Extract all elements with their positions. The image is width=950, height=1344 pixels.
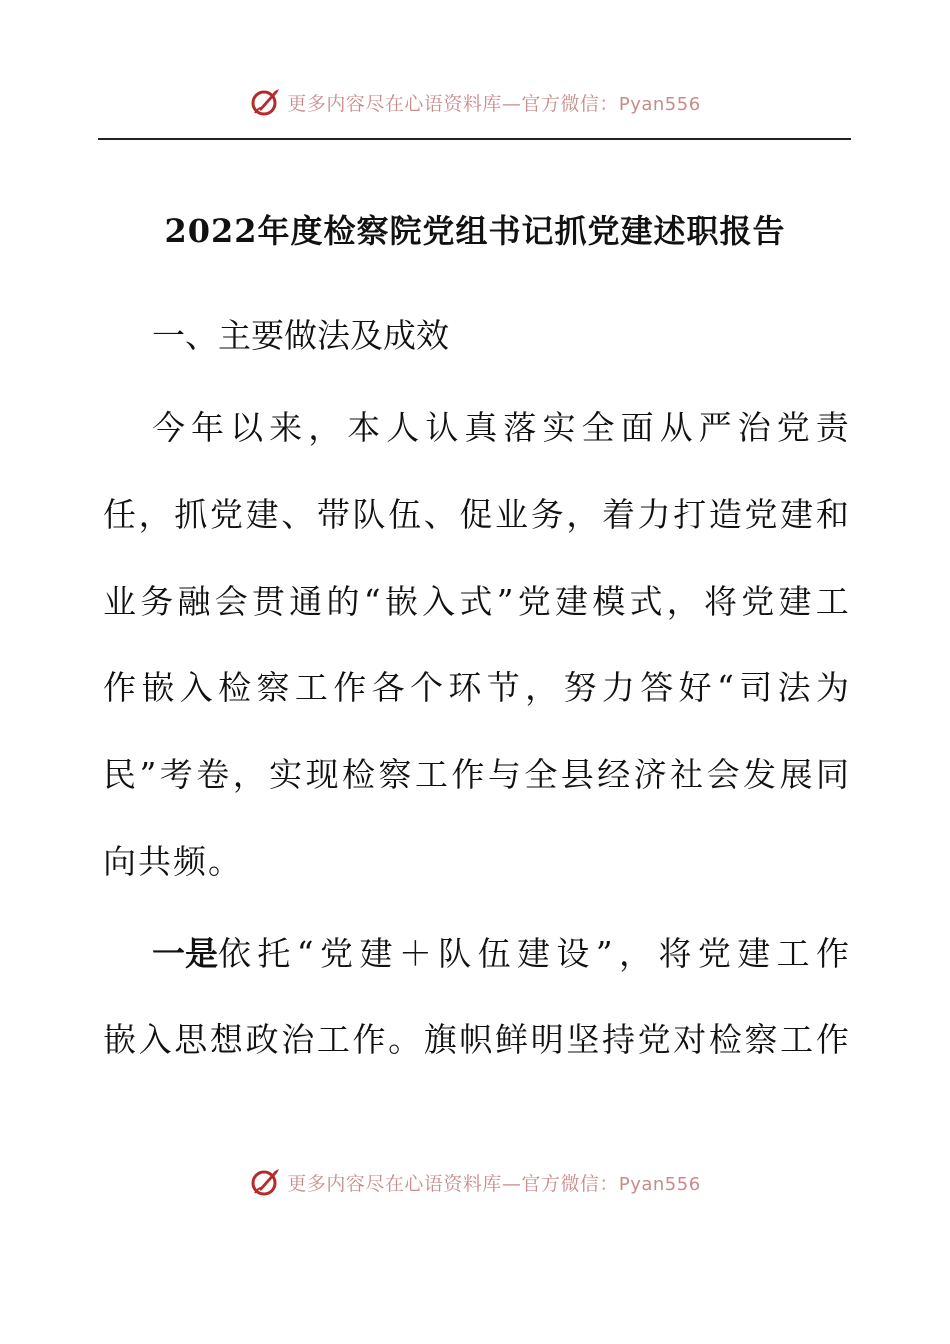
text-glyph: 司: [739, 668, 773, 707]
text-glyph: 伍: [477, 934, 511, 973]
quill-logo-icon: [249, 85, 283, 119]
text-glyph: 与: [487, 755, 521, 794]
text-glyph: 察: [378, 755, 412, 794]
header-banner: [0, 82, 950, 122]
paragraph-line: [103, 668, 849, 708]
text-glyph: 严: [698, 408, 732, 447]
paragraph-line: [103, 582, 849, 622]
text-glyph: 将: [704, 582, 737, 621]
text-glyph: 工: [776, 934, 810, 973]
text-glyph: 县: [560, 755, 594, 794]
text-glyph: 济: [633, 755, 667, 794]
text-glyph: 建: [555, 582, 588, 621]
text-glyph: 工: [294, 668, 328, 707]
text-glyph: 入: [179, 668, 213, 707]
text-glyph: ，: [232, 755, 266, 794]
text-glyph: 认: [425, 408, 459, 447]
text-glyph: 实: [269, 755, 303, 794]
text-glyph: 党: [517, 582, 551, 621]
text-glyph: 造: [708, 495, 742, 534]
text-glyph: 建: [780, 495, 814, 534]
text-glyph: 建: [245, 495, 279, 534]
banner-text: [287, 89, 700, 116]
text-glyph: 、: [281, 495, 315, 534]
text-glyph: 嵌: [141, 668, 175, 707]
text-glyph: 察: [744, 1020, 778, 1059]
text-glyph: 入: [138, 1020, 172, 1059]
text-glyph: ，: [308, 408, 342, 447]
text-glyph: “: [363, 582, 381, 621]
text-glyph: 考: [159, 755, 193, 794]
text-glyph: 责: [815, 408, 849, 447]
text-glyph: 党: [209, 495, 243, 534]
text-glyph: 展: [779, 755, 813, 794]
text-glyph: 答: [640, 668, 674, 707]
text-glyph: 发: [743, 755, 777, 794]
text-glyph: 促: [459, 495, 493, 534]
text-glyph: 业: [495, 495, 529, 534]
text-glyph: 今: [152, 408, 185, 447]
banner-wechat-id: Pyan556: [618, 93, 701, 115]
text-glyph: ”: [139, 755, 157, 794]
text-glyph: 入: [422, 582, 456, 621]
paragraph-lead-strong: 一是: [152, 934, 218, 973]
text-glyph: 好: [678, 668, 712, 707]
text-glyph: 党: [320, 934, 354, 973]
text-glyph: 作: [451, 755, 485, 794]
text-glyph: 从: [659, 408, 693, 447]
text-glyph: 依: [218, 934, 251, 973]
text-glyph: 环: [448, 668, 482, 707]
text-glyph: 队: [438, 934, 472, 973]
text-glyph: 建: [517, 934, 550, 973]
text-glyph: ，: [525, 668, 559, 707]
text-glyph: 卷: [196, 755, 230, 794]
text-glyph: 想: [209, 1020, 243, 1059]
text-glyph: 为: [816, 668, 849, 707]
text-glyph: 各: [371, 668, 405, 707]
text-glyph: 建: [737, 934, 771, 973]
text-glyph: 作: [816, 934, 849, 973]
text-glyph: 检: [708, 1020, 742, 1059]
document-title: 2022年度检察院党组书记抓党建述职报告: [164, 212, 786, 250]
text-glyph: 工: [316, 1020, 350, 1059]
text-glyph: 落: [503, 408, 537, 447]
text-glyph: 旗: [423, 1020, 457, 1059]
text-glyph: 作: [103, 668, 136, 707]
text-glyph: 务: [140, 582, 174, 621]
banner-wechat-id: Pyan556: [618, 1173, 701, 1195]
text-glyph: 打: [673, 495, 707, 534]
text-glyph: ，: [566, 495, 600, 534]
text-glyph: 嵌: [384, 582, 418, 621]
text-glyph: 检: [342, 755, 376, 794]
section-heading: 一、主要做法及成效: [152, 316, 449, 355]
text-glyph: 通: [289, 582, 323, 621]
paragraph-line-rest: [218, 934, 849, 974]
footer-banner: [0, 1162, 950, 1202]
text-glyph: “: [717, 668, 734, 707]
text-glyph: 建: [359, 934, 393, 973]
text-glyph: 对: [673, 1020, 707, 1059]
text-glyph: 努: [563, 668, 597, 707]
text-glyph: 人: [386, 408, 420, 447]
text-glyph: ”: [595, 934, 613, 973]
banner-text-cn: 更多内容尽在心语资料库—官方微信：: [287, 1172, 619, 1195]
text-glyph: 党: [741, 582, 775, 621]
text-glyph: 治: [737, 408, 771, 447]
text-glyph: 力: [637, 495, 671, 534]
text-glyph: 同: [815, 755, 849, 794]
text-glyph: 作: [333, 668, 367, 707]
text-glyph: “: [296, 934, 314, 973]
text-glyph: ”: [496, 582, 514, 621]
text-glyph: 明: [530, 1020, 564, 1059]
quill-logo-icon: [249, 1165, 283, 1199]
text-glyph: 作: [815, 1020, 849, 1059]
banner-text: [287, 1169, 700, 1196]
text-glyph: 帜: [459, 1020, 493, 1059]
text-glyph: ＋: [398, 934, 432, 973]
text-glyph: 真: [464, 408, 498, 447]
paragraph-line: [103, 1020, 849, 1060]
text-glyph: 。: [388, 1020, 422, 1059]
text-glyph: ，: [138, 495, 172, 534]
text-glyph: 抓: [174, 495, 208, 534]
paragraph-line: 向共频。: [103, 842, 243, 881]
text-glyph: 鲜: [495, 1020, 529, 1059]
text-glyph: 式: [629, 582, 663, 621]
text-glyph: 业: [103, 582, 136, 621]
text-glyph: 融: [177, 582, 211, 621]
text-glyph: 任: [103, 495, 136, 534]
text-glyph: 社: [670, 755, 704, 794]
text-glyph: ，: [666, 582, 700, 621]
text-glyph: 民: [103, 755, 136, 794]
text-glyph: 建: [778, 582, 812, 621]
paragraph-line: [152, 408, 849, 448]
text-glyph: 思: [174, 1020, 208, 1059]
text-glyph: 检: [218, 668, 252, 707]
text-glyph: 带: [316, 495, 350, 534]
text-glyph: 本: [347, 408, 381, 447]
text-glyph: 坚: [566, 1020, 600, 1059]
text-glyph: 政: [245, 1020, 279, 1059]
text-glyph: 托: [257, 934, 291, 973]
text-glyph: 力: [601, 668, 635, 707]
header-divider: [98, 138, 851, 140]
text-glyph: 务: [530, 495, 564, 534]
text-glyph: 工: [414, 755, 448, 794]
text-glyph: 持: [601, 1020, 635, 1059]
text-glyph: 面: [620, 408, 654, 447]
text-glyph: 经: [597, 755, 631, 794]
text-glyph: 模: [592, 582, 626, 621]
text-glyph: 工: [815, 582, 849, 621]
paragraph-line: [103, 495, 849, 535]
text-glyph: 队: [352, 495, 386, 534]
text-glyph: 节: [486, 668, 520, 707]
text-glyph: 个: [410, 668, 443, 707]
text-glyph: 和: [815, 495, 849, 534]
text-glyph: 式: [459, 582, 493, 621]
text-glyph: 来: [269, 408, 303, 447]
text-glyph: 着: [601, 495, 635, 534]
text-glyph: 党: [744, 495, 778, 534]
text-glyph: 实: [542, 408, 576, 447]
text-glyph: 年: [191, 408, 225, 447]
text-glyph: 作: [352, 1020, 386, 1059]
text-glyph: 全: [581, 408, 615, 447]
text-glyph: 将: [658, 934, 692, 973]
text-glyph: 党: [697, 934, 731, 973]
text-glyph: 贯: [252, 582, 285, 621]
text-glyph: 会: [706, 755, 740, 794]
text-glyph: 、: [423, 495, 457, 534]
text-glyph: 法: [777, 668, 811, 707]
banner-text-cn: 更多内容尽在心语资料库—官方微信：: [287, 92, 619, 115]
text-glyph: 嵌: [103, 1020, 136, 1059]
text-glyph: 设: [556, 934, 590, 973]
text-glyph: 的: [326, 582, 360, 621]
text-glyph: 现: [305, 755, 339, 794]
text-glyph: 察: [256, 668, 290, 707]
text-glyph: 会: [214, 582, 248, 621]
text-glyph: 伍: [388, 495, 422, 534]
text-glyph: 工: [780, 1020, 814, 1059]
text-glyph: 党: [776, 408, 810, 447]
text-glyph: 全: [524, 755, 558, 794]
text-glyph: 党: [637, 1020, 671, 1059]
paragraph-line: [103, 755, 849, 795]
text-glyph: ，: [619, 934, 653, 973]
text-glyph: 以: [230, 408, 264, 447]
text-glyph: 治: [281, 1020, 315, 1059]
paragraph-line: [152, 934, 849, 974]
